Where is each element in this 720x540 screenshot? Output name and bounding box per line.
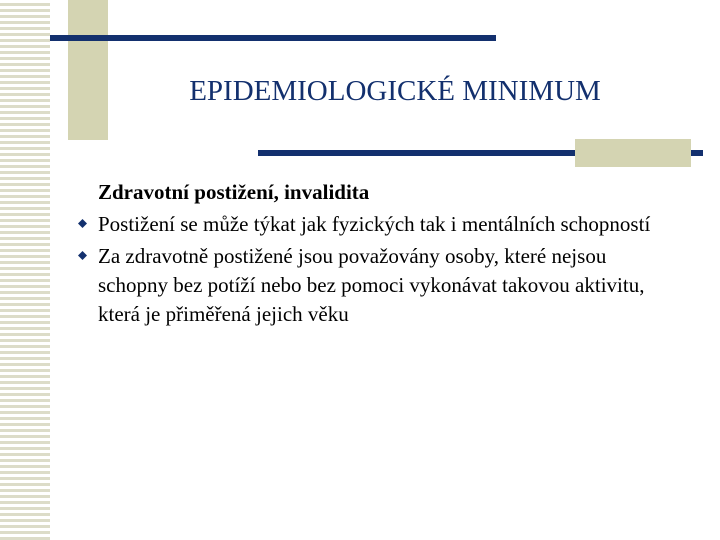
decorative-block-top [68, 0, 108, 140]
bullet-item [78, 210, 678, 239]
section-heading: Zdravotní postižení, invalidita [98, 180, 370, 204]
bullet-item [78, 242, 678, 329]
bullet-text: Za zdravotně postižené jsou považovány osoby, které nejsou schopny bez potíží nebo bez pomoci vykonávat takovou aktivitu, která je přiměřená jejich věku [98, 244, 645, 326]
slide-body [78, 178, 678, 332]
bullet-text: Postižení se může týkat jak fyzických tak i mentálních schopností [98, 212, 651, 236]
diamond-bullet-icon [78, 219, 87, 228]
decorative-stripes [0, 0, 50, 540]
diamond-bullet-icon [78, 251, 87, 260]
title-rule-top [50, 35, 496, 41]
decorative-block-right [575, 139, 691, 167]
slide-title: EPIDEMIOLOGICKÉ MINIMUM [189, 75, 601, 107]
